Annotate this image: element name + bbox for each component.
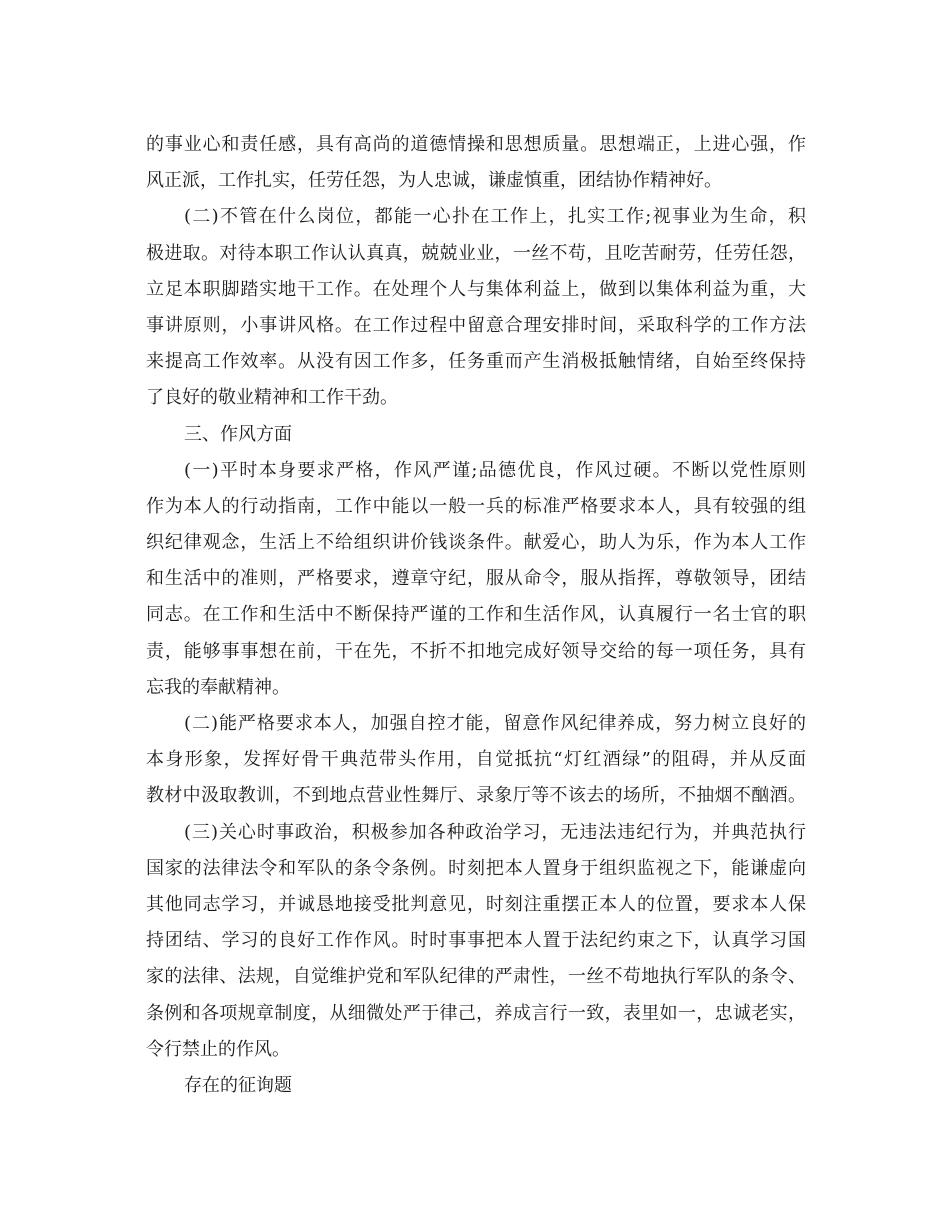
paragraph-line: 家的法律、法规，自觉维护党和军队纪律的严肃性，一丝不苟地执行军队的条令、 (146, 966, 806, 988)
document-body (146, 127, 806, 1104)
paragraph-line: 事讲原则，小事讲风格。在工作过程中留意合理安排时间，采取科学的工作方法 (146, 314, 806, 336)
paragraph-line: 和生活中的准则，严格要求，遵章守纪，服从命令，服从指挥，尊敬领导，团结 (146, 568, 806, 590)
paragraph-line: 极进取。对待本职工作认认真真，兢兢业业，一丝不苟，且吃苦耐劳，任劳任怨， (146, 242, 806, 264)
paragraph-line: (二)能严格要求本人，加强自控才能，留意作风纪律养成，努力树立良好的 (184, 713, 806, 734)
paragraph-line: (三)关心时事政治，积极参加各种政治学习，无违法违纪行为，并典范执行 (184, 821, 806, 843)
paragraph-line: 同志。在工作和生活中不断保持严谨的工作和生活作风，认真履行一名士官的职 (146, 604, 806, 626)
paragraph-line: 本身形象，发挥好骨干典范带头作用，自觉抵抗“灯红酒绿”的阻碍，并从反面 (146, 749, 806, 771)
paragraph-line: 条例和各项规章制度，从细微处严于律己，养成言行一致，表里如一，忠诚老实， (146, 1002, 806, 1024)
paragraph-line: 的事业心和责任感，具有高尚的道德情操和思想质量。思想端正，上进心强，作 (146, 134, 806, 155)
paragraph-line: 忘我的奉献精神。 (146, 676, 290, 698)
paragraph-line: 国家的法律法令和军队的条令条例。时刻把本人置身于组织监视之下，能谦虚向 (146, 857, 806, 879)
section-heading: 三、作风方面 (184, 423, 292, 445)
paragraph-line: 立足本职脚踏实地干工作。在处理个人与集体利益上，做到以集体利益为重，大 (146, 278, 806, 300)
paragraph-line: (一)平时本身要求严格，作风严谨;品德优良，作风过硬。不断以党性原则 (184, 459, 806, 481)
section-heading: 存在的征询题 (184, 1074, 292, 1096)
paragraph-line: 其他同志学习，并诚恳地接受批判意见，时刻注重摆正本人的位置，要求本人保 (146, 893, 806, 915)
paragraph-line: 作为本人的行动指南，工作中能以一般一兵的标准严格要求本人，具有较强的组 (146, 495, 806, 517)
paragraph-line: 了良好的敬业精神和工作干劲。 (146, 387, 398, 409)
paragraph-line: 教材中汲取教训，不到地点营业性舞厅、录象厅等不该去的场所，不抽烟不酗酒。 (146, 785, 806, 807)
paragraph-line: 令行禁止的作风。 (146, 1038, 290, 1060)
paragraph-line: 责，能够事事想在前，干在先，不折不扣地完成好领导交给的每一项任务，具有 (146, 640, 806, 662)
paragraph-line: (二)不管在什么岗位，都能一心扑在工作上，扎实工作;视事业为生命，积 (184, 206, 806, 228)
paragraph-line: 持团结、学习的良好工作作风。时时事事把本人置于法纪约束之下，认真学习国 (146, 930, 806, 952)
paragraph-line: 来提高工作效率。从没有因工作多，任务重而产生消极抵触情绪，自始至终保持 (146, 351, 806, 373)
paragraph-line: 织纪律观念，生活上不给组织讲价钱谈条件。献爱心，助人为乐，作为本人工作 (146, 532, 806, 554)
paragraph-line: 风正派，工作扎实，任劳任怨，为人忠诚，谦虚慎重，团结协作精神好。 (146, 170, 722, 192)
